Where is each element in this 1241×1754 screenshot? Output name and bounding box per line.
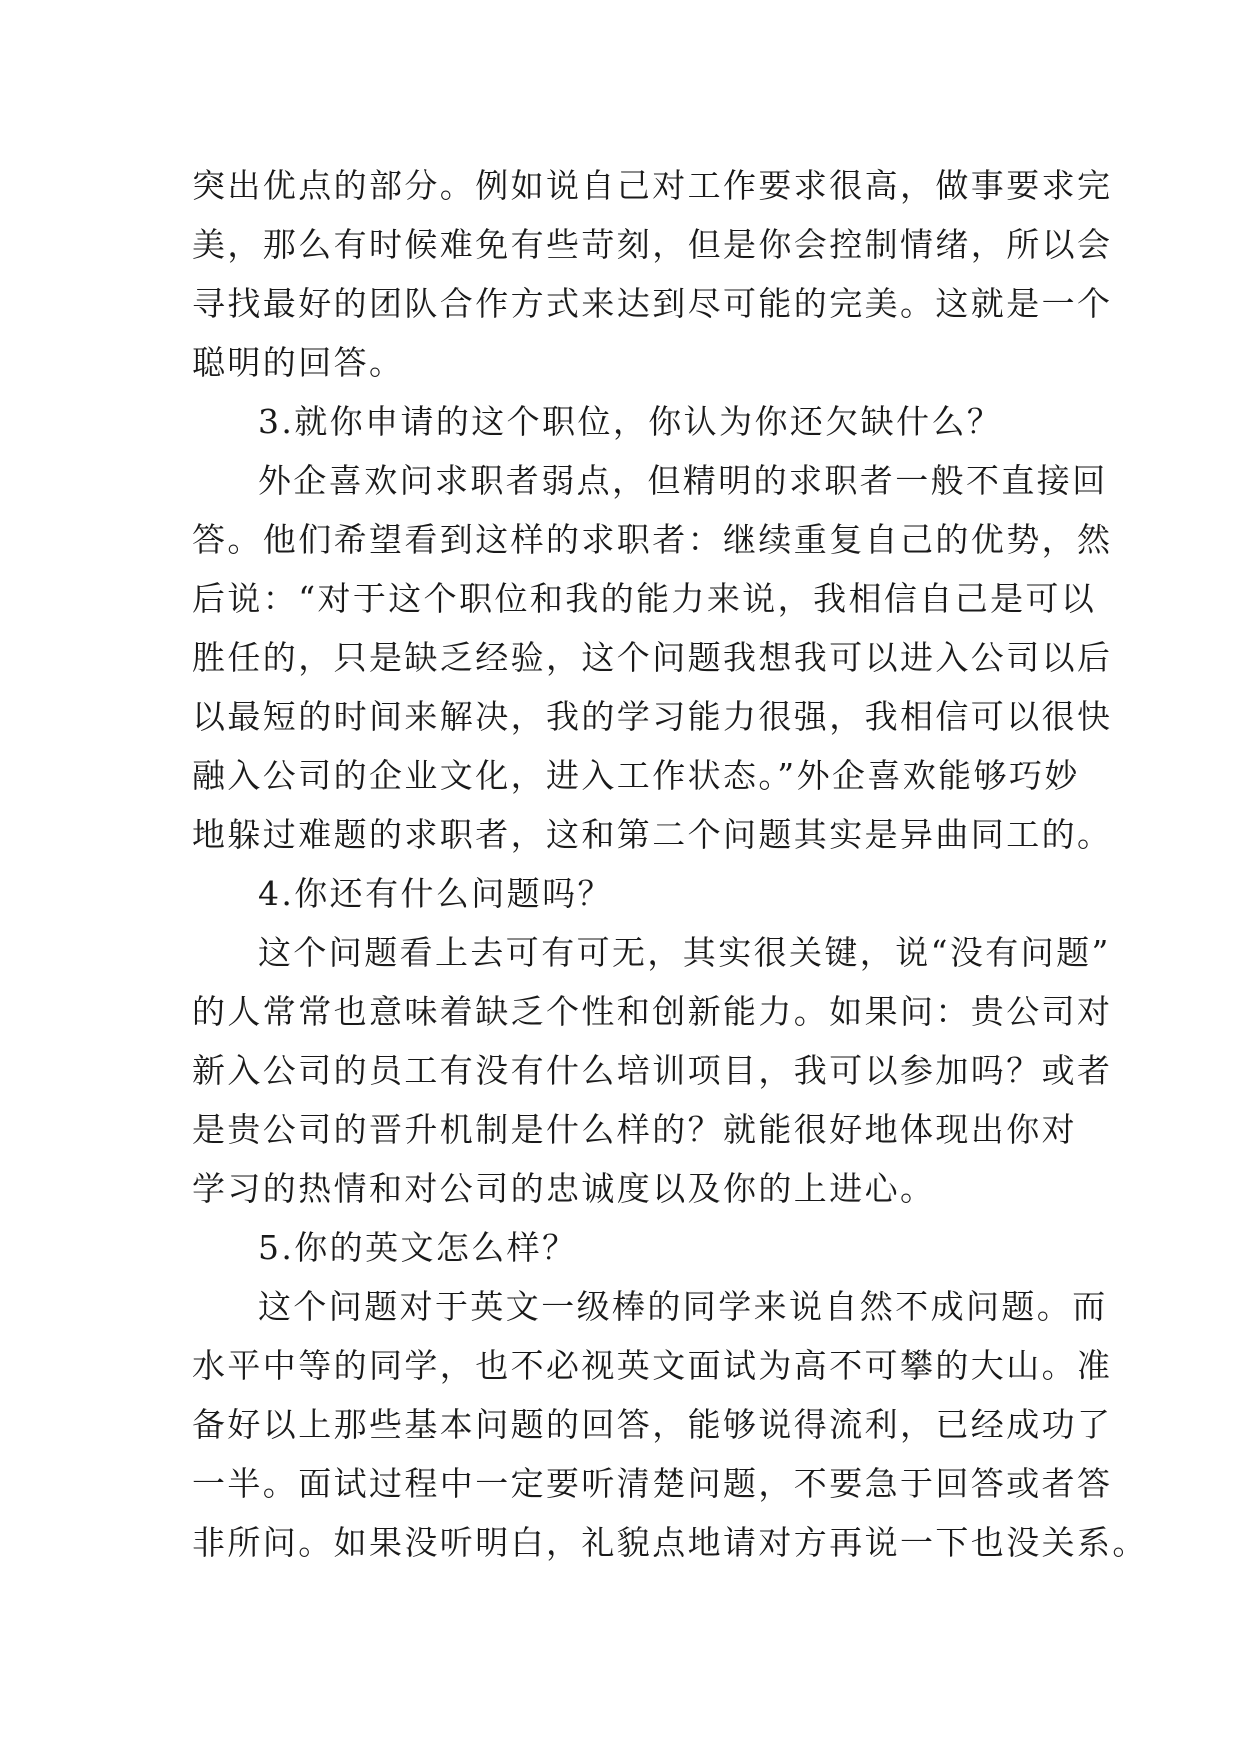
- text-line: 融入公司的企业文化，进入工作状态。”外企喜欢能够巧妙: [192, 756, 1080, 795]
- text-line: 非所问。如果没听明白，礼貌点地请对方再说一下也没关系。: [192, 1523, 1148, 1562]
- text-line: 后说：“对于这个职位和我的能力来说，我相信自己是可以: [192, 579, 1097, 618]
- text-line: 地躲过难题的求职者，这和第二个问题其实是异曲同工的。: [192, 815, 1113, 854]
- document-body: [192, 156, 1148, 1572]
- question-heading-4: 4.你还有什么问题吗？: [258, 874, 613, 913]
- text-line: 聪明的回答。: [192, 343, 405, 382]
- text-line: 学习的热情和对公司的忠诚度以及你的上进心。: [192, 1169, 936, 1208]
- text-line: 备好以上那些基本问题的回答，能够说得流利，已经成功了: [192, 1405, 1113, 1444]
- text-line: 答。他们希望看到这样的求职者：继续重复自己的优势，然: [192, 520, 1113, 559]
- text-line: 以最短的时间来解决，我的学习能力很强，我相信可以很快: [192, 697, 1113, 736]
- text-line: 新入公司的员工有没有什么培训项目，我可以参加吗？或者: [192, 1051, 1113, 1090]
- text-line: 突出优点的部分。例如说自己对工作要求很高，做事要求完: [192, 166, 1113, 205]
- text-line: 这个问题看上去可有可无，其实很关键，说“没有问题”: [258, 933, 1111, 972]
- question-heading-5: 5.你的英文怎么样？: [258, 1228, 578, 1267]
- text-line: 胜任的，只是缺乏经验，这个问题我想我可以进入公司以后: [192, 638, 1113, 677]
- text-line: 外企喜欢问求职者弱点，但精明的求职者一般不直接回: [258, 461, 1108, 500]
- text-line: 美，那么有时候难免有些苛刻，但是你会控制情绪，所以会: [192, 225, 1113, 264]
- text-line: 这个问题对于英文一级棒的同学来说自然不成问题。而: [258, 1287, 1108, 1326]
- text-line: 是贵公司的晋升机制是什么样的？就能很好地体现出你对: [192, 1110, 1077, 1149]
- question-heading-3: 3.就你申请的这个职位，你认为你还欠缺什么？: [258, 402, 1003, 441]
- text-line: 的人常常也意味着缺乏个性和创新能力。如果问：贵公司对: [192, 992, 1113, 1031]
- text-line: 寻找最好的团队合作方式来达到尽可能的完美。这就是一个: [192, 284, 1113, 323]
- text-line: 水平中等的同学，也不必视英文面试为高不可攀的大山。准: [192, 1346, 1113, 1385]
- text-line: 一半。面试过程中一定要听清楚问题，不要急于回答或者答: [192, 1464, 1113, 1503]
